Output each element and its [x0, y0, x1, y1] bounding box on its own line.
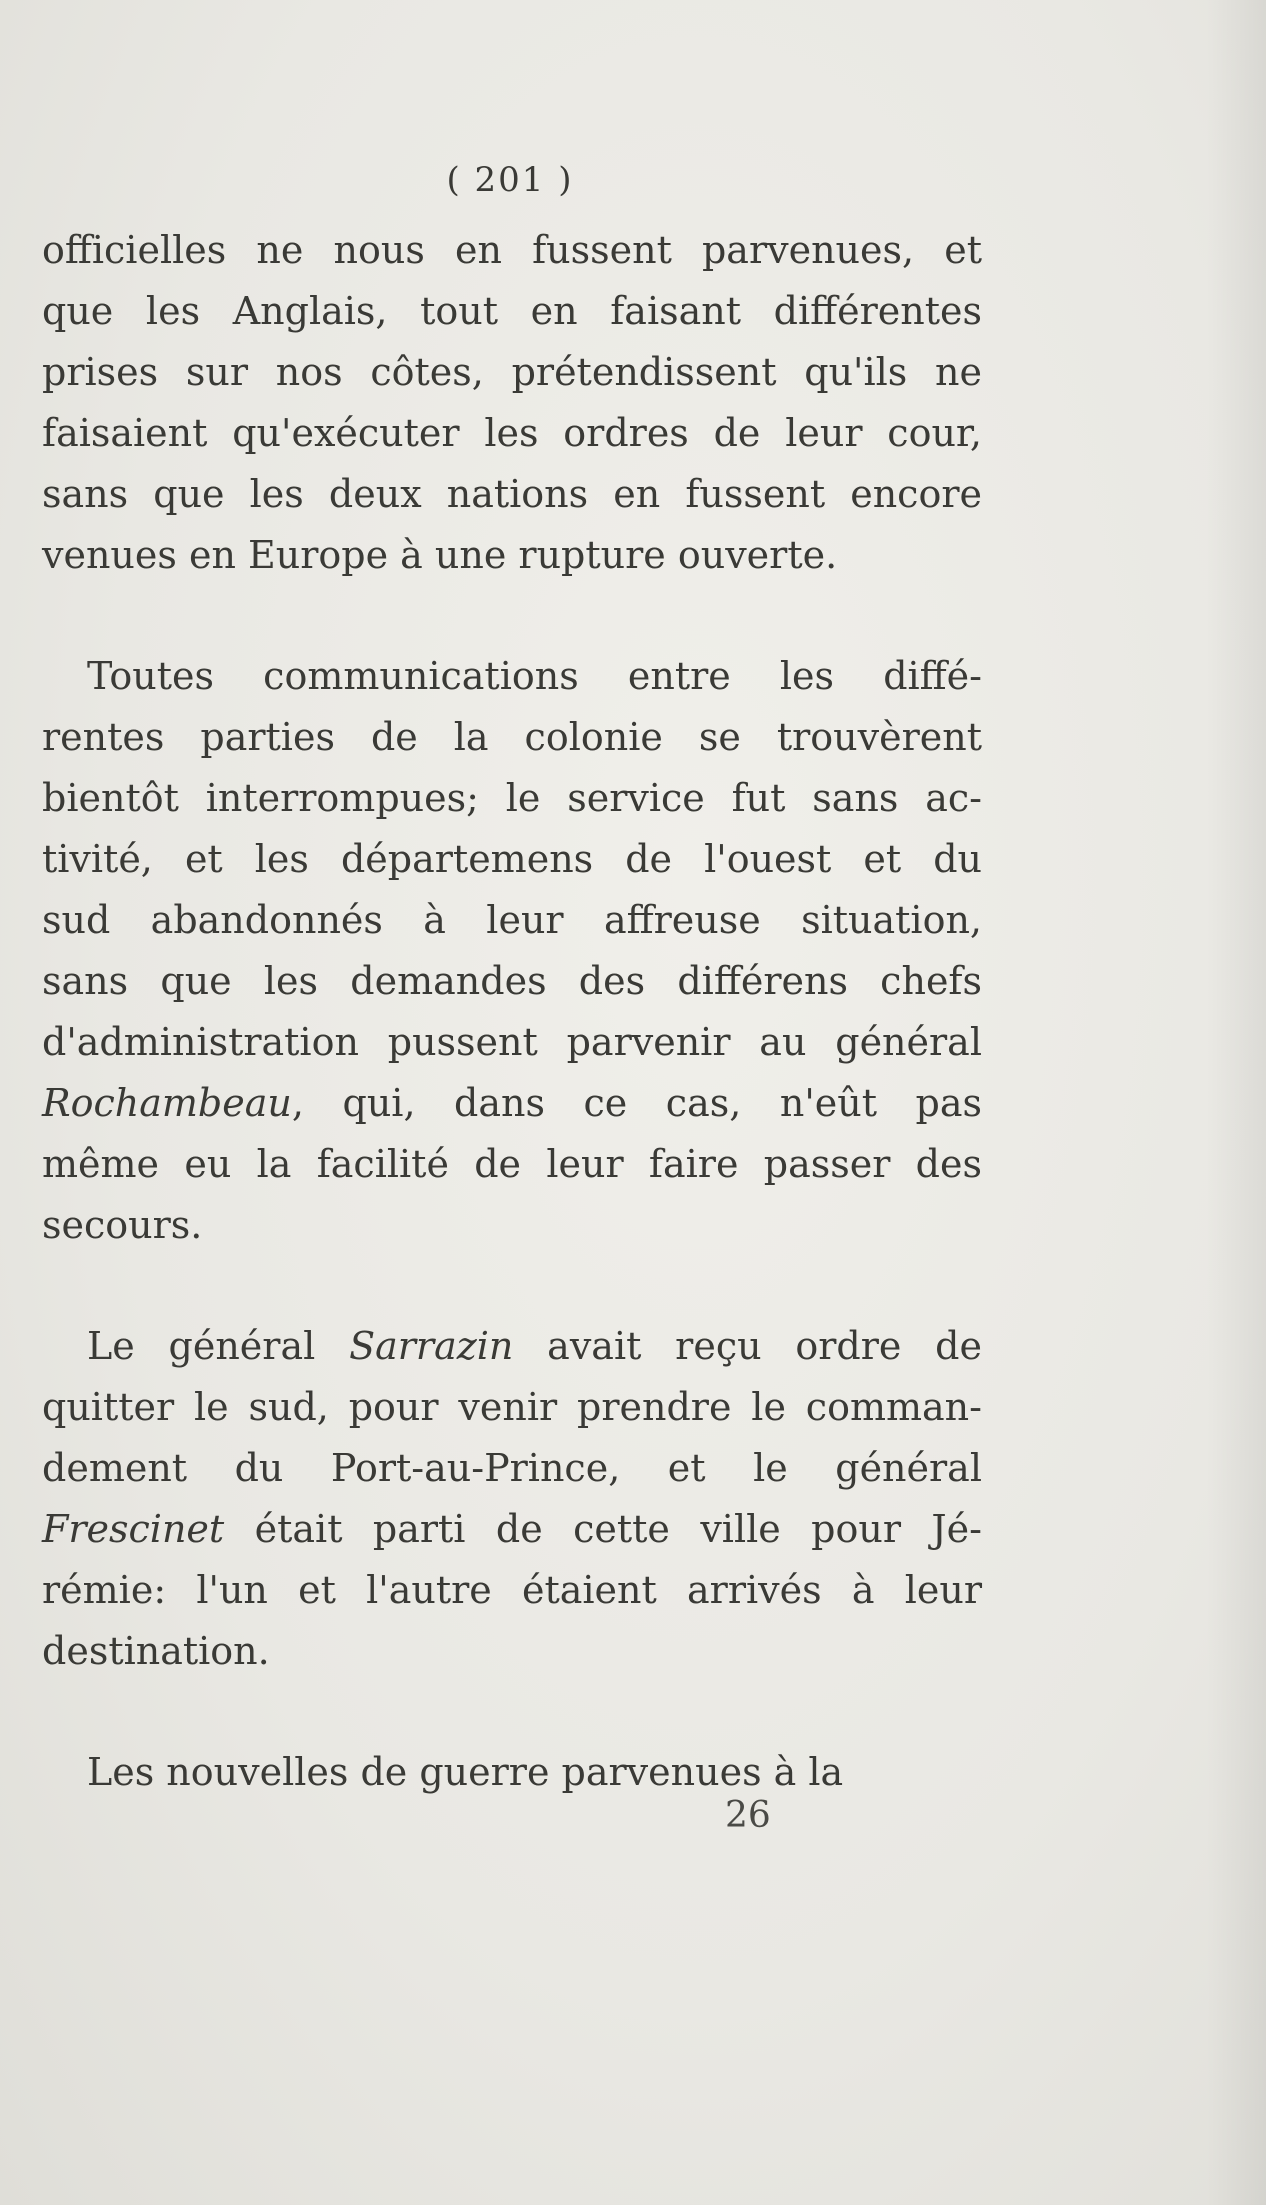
text-line [42, 768, 982, 829]
text-run: destination. [42, 1629, 270, 1673]
text-run: quitter le sud, pour venir prendre le comman- [42, 1385, 982, 1429]
text-line [42, 342, 982, 403]
italic-name: Sarrazin [349, 1324, 514, 1368]
text-run: rentes parties de la colonie se trouvèrent [42, 715, 982, 759]
text-line [42, 525, 982, 586]
text-run: venues en Europe à une rupture ouverte. [42, 533, 838, 577]
page-number-header: ( 201 ) [446, 160, 574, 200]
text-run: que les Anglais, tout en faisant différentes [42, 289, 982, 333]
text-run: Les nouvelles de guerre parvenues à la [87, 1750, 844, 1794]
paragraph [42, 220, 982, 586]
text-line [42, 707, 982, 768]
text-line [42, 1377, 982, 1438]
text-run: sans que les demandes des différens chefs [42, 959, 982, 1003]
italic-name: Rochambeau [42, 1081, 292, 1125]
paragraph-gap [42, 1256, 982, 1316]
text-run: sans que les deux nations en fussent encore [42, 472, 982, 516]
text-run: sud abandonnés à leur affreuse situation, [42, 898, 982, 942]
text-run: officielles ne nous en fussent parvenues, et [42, 228, 982, 272]
paragraph-gap [42, 1682, 982, 1742]
text-run: dement du Port-au-Prince, et le général [42, 1446, 982, 1490]
text-line [42, 646, 982, 707]
text-run: faisaient qu'exécuter les ordres de leur cour, [42, 411, 982, 455]
text-line [42, 281, 982, 342]
text-line [42, 1012, 982, 1073]
text-run: bientôt interrompues; le service fut sans ac- [42, 776, 982, 820]
text-line [42, 1438, 982, 1499]
text-run: secours. [42, 1203, 203, 1247]
paragraph [42, 1316, 982, 1682]
text-run: tivité, et les départemens de l'ouest et du [42, 837, 982, 881]
signature-mark: 26 [725, 1795, 771, 1836]
text-line [42, 1134, 982, 1195]
text-run: , qui, dans ce cas, n'eût pas [291, 1081, 982, 1125]
text-line [42, 1560, 982, 1621]
text-line [42, 1499, 982, 1560]
text-run: même eu la facilité de leur faire passer des [42, 1142, 982, 1186]
paragraph-gap [42, 586, 982, 646]
text-line [42, 829, 982, 890]
text-line [42, 464, 982, 525]
text-line [42, 1195, 982, 1256]
text-line [42, 951, 982, 1012]
text-run: avait reçu ordre de [513, 1324, 982, 1368]
italic-name: Frescinet [42, 1507, 225, 1551]
paragraph [42, 1742, 982, 1803]
text-line [42, 1621, 982, 1682]
text-line [42, 403, 982, 464]
text-run: Toutes communications entre les diffé- [87, 654, 982, 698]
page-edge-shadow [1206, 0, 1266, 2205]
text-line [42, 1742, 982, 1803]
text-run: était parti de cette ville pour Jé- [224, 1507, 982, 1551]
text-run: rémie: l'un et l'autre étaient arrivés à leur [42, 1568, 982, 1612]
text-run: d'administration pussent parvenir au général [42, 1020, 982, 1064]
text-line [42, 1073, 982, 1134]
body-text [42, 220, 982, 1803]
text-run: Le général [87, 1324, 350, 1368]
text-run: prises sur nos côtes, prétendissent qu'ils ne [42, 350, 982, 394]
text-line [42, 890, 982, 951]
text-line [42, 220, 982, 281]
text-line [42, 1316, 982, 1377]
paragraph [42, 646, 982, 1256]
